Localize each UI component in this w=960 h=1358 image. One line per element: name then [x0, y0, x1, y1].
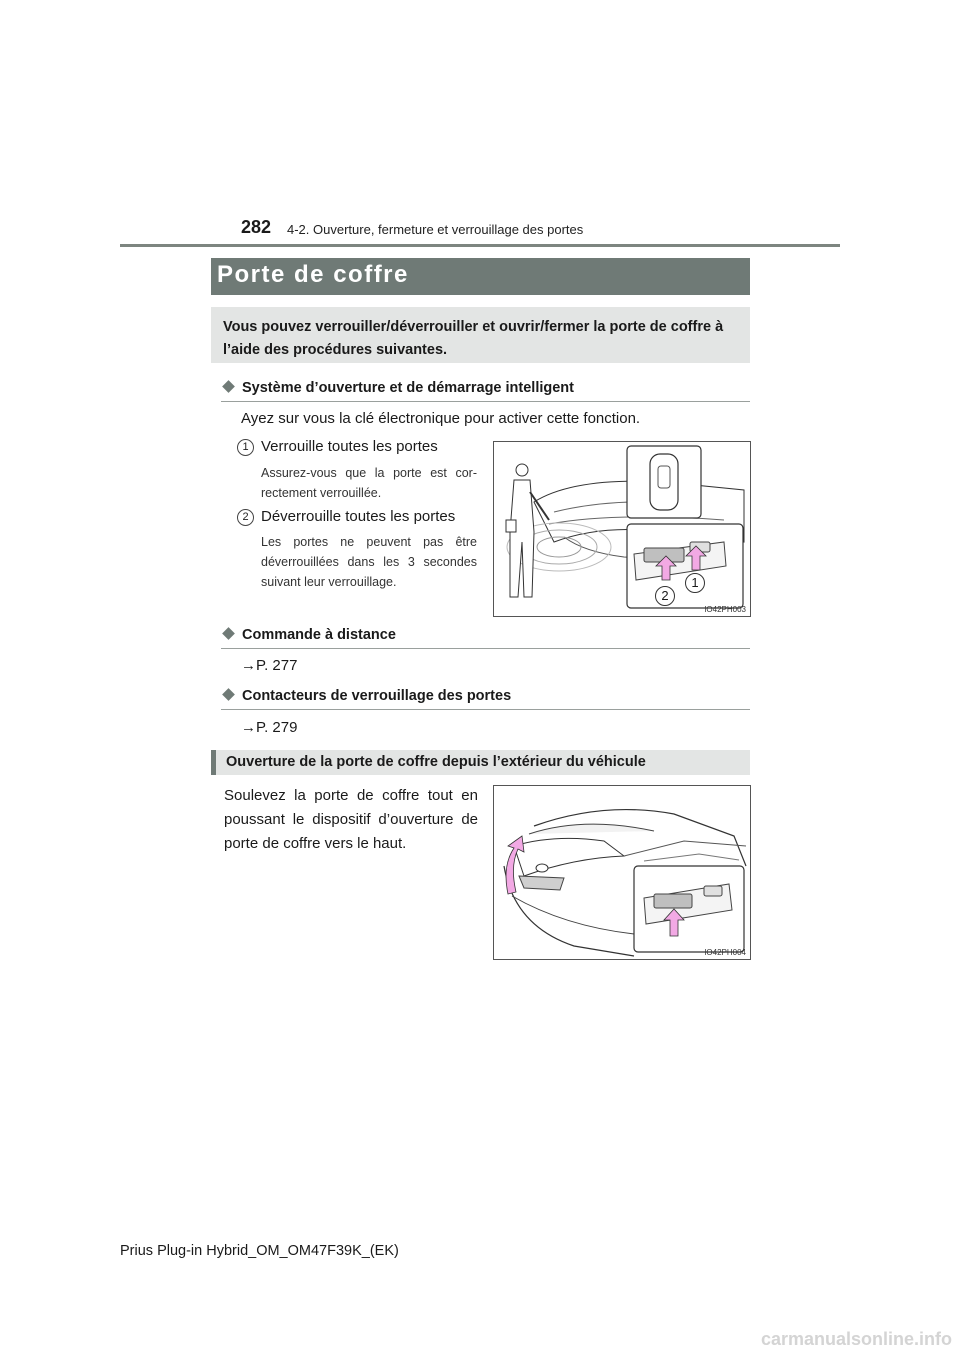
watermark: carmanualsonline.info	[760, 1329, 952, 1349]
page-number: 282	[241, 217, 272, 237]
remote-rule	[221, 648, 750, 649]
smart-entry-figure	[493, 441, 751, 617]
door-switches-reference[interactable]	[241, 719, 297, 736]
diamond-bullet-icon	[222, 688, 235, 701]
section-accent-bar	[211, 750, 216, 775]
car-rear-trunk-illustration	[494, 786, 750, 959]
page-title-bar	[211, 258, 750, 295]
arrow-right-icon: →	[241, 657, 256, 674]
diamond-bullet-icon	[222, 627, 235, 640]
trunk-opener-figure	[493, 785, 751, 960]
footer-text: Prius Plug-in Hybrid_OM_OM47F39K_(EK)	[120, 1243, 399, 1259]
opening-section-header	[211, 750, 750, 775]
smart-system-text: Ayez sur vous la clé électronique pour activer cette fonction.	[241, 410, 641, 427]
figure-label-1: 1	[685, 573, 705, 593]
item-number-1: 1	[237, 439, 254, 456]
item-number-2: 2	[237, 509, 254, 526]
page-title: Porte de coffre	[217, 261, 409, 288]
item-1-label: Verrouille toutes les portes	[261, 438, 438, 455]
opening-text: Soulevez la porte de coffre tout en poussant le dispositif d’ouverture de porte de coffre vers le haut.	[224, 787, 478, 852]
figure-code: IO42PH004	[704, 948, 746, 957]
arrow-right-icon: →	[241, 719, 256, 736]
door-switches-rule	[221, 709, 750, 710]
door-switches-heading: Contacteurs de verrouillage des portes	[221, 688, 511, 704]
intro-box	[211, 307, 750, 363]
smart-system-rule	[221, 401, 750, 402]
figure-label-2: 2	[655, 586, 675, 606]
opening-heading: Ouverture de la porte de coffre depuis l’extérieur du véhicule	[226, 754, 646, 770]
car-rear-person-illustration	[494, 442, 750, 616]
smart-system-heading: Système d’ouverture et de démarrage intelligent	[221, 380, 574, 396]
remote-heading: Commande à distance	[221, 627, 396, 643]
figure-code: IO42PH003	[704, 605, 746, 614]
door-switches-page-link[interactable]: P. 279	[256, 719, 298, 736]
remote-page-link[interactable]: P. 277	[256, 657, 298, 674]
header-divider	[120, 244, 840, 247]
remote-reference[interactable]	[241, 657, 297, 674]
item-2-note: Les portes ne peuvent pas être déverrouillées dans les 3 secondes suivant leur verrouillage.	[261, 535, 477, 589]
item-2-label: Déverrouille toutes les portes	[261, 508, 456, 525]
intro-text: Vous pouvez verrouiller/déverrouiller et ouvrir/fermer la porte de coffre à l’aide des procédures suivantes.	[223, 319, 724, 358]
item-1-note: Assurez-vous que la porte est cor-rectement verrouillée.	[261, 466, 477, 500]
section-header: 4-2. Ouverture, fermeture et verrouillage des portes	[287, 222, 584, 237]
diamond-bullet-icon	[222, 380, 235, 393]
